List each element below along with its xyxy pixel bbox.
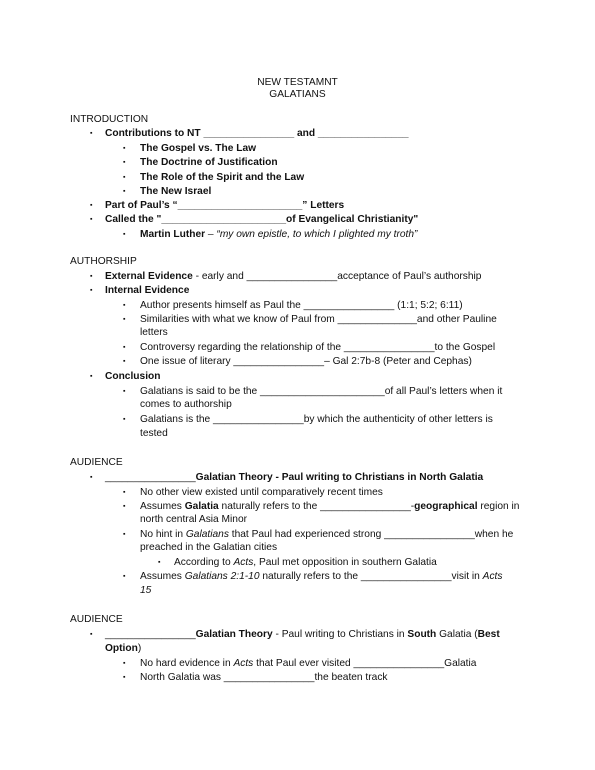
luther-quote: – “my own epistle, to which I plighted my troth” [205,229,418,240]
text-run-bold: Best [477,629,500,640]
text-run: that Paul had experienced strong ________________when he [228,529,514,540]
intro-luther [140,228,417,241]
external-text: - early and ________________acceptance of Paul’s authorship [192,271,482,282]
intro-contrib-item: The New Israel [140,186,212,197]
north-item-continued: north central Asia Minor [140,514,248,525]
text-run-italic: Acts [482,571,503,582]
bullet-icon: ▪ [90,474,93,481]
bullet-icon: ▪ [90,631,93,638]
text-run-bold: Galatian Theory [195,629,273,640]
intro-contrib-item: The Gospel vs. The Law [140,143,257,154]
south-item [140,657,476,670]
internal-item: Author presents himself as Paul the ________________ (1:1; 5:2; 6:11) [140,300,463,311]
text-run: Assumes [140,501,185,512]
bullet-icon: ▪ [123,388,126,395]
bullet-icon: ▪ [123,489,126,496]
bullet-icon: ▪ [90,273,93,280]
text-run-italic: Acts [233,658,254,669]
text-run: naturally refers to the ________________visit in [259,571,483,582]
text-run: Assumes [140,571,185,582]
conclusion-item-continued: tested [140,428,168,439]
north-item: No other view existed until comparatively recent times [140,487,383,498]
internal-item: One issue of literary ________________– Gal 2:7b-8 (Peter and Cephas) [140,356,472,367]
page-subtitle: GALATIANS [269,89,326,100]
text-run: No hint in [140,529,186,540]
north-item [140,500,519,513]
bullet-icon: ▪ [90,373,93,380]
north-item [140,528,513,541]
conclusion-item: Galatians is said to be the ______________________of all Paul’s letters when it [140,386,503,397]
text-run: that Paul ever visited ________________Galatia [253,658,477,669]
section-heading-audience-north: AUDIENCE [70,457,123,468]
bullet-icon: ▪ [123,660,126,667]
bullet-icon: ▪ [123,531,126,538]
bullet-icon: ▪ [123,145,126,152]
bullet-icon: ▪ [90,216,93,223]
text-run-bold: Option [105,643,138,654]
text-run-italic: Galatians [185,529,229,540]
theory-blank: ________________ [105,629,196,640]
bullet-icon: ▪ [158,559,161,566]
theory-blank: ________________ [105,472,196,483]
page-title: NEW TESTAMNT [257,77,338,88]
intro-called: Called the "______________________of Evangelical Christianity" [105,214,419,225]
internal-item: Controversy regarding the relationship of the ________________to the Gospel [140,342,496,353]
south-item: North Galatia was ________________the beaten track [140,672,388,683]
bullet-icon: ▪ [123,416,126,423]
north-item-continued: 15 [140,585,152,596]
text-run: No hard evidence in [140,658,234,669]
bullet-icon: ▪ [123,302,126,309]
south-galatian-theory [105,628,500,641]
intro-contrib-item: The Role of the Spirit and the Law [140,172,305,183]
intro-part-of: Part of Paul’s “______________________” Letters [105,200,345,211]
north-galatian-theory [105,471,483,484]
north-item-continued: preached in the Galatian cities [140,542,278,553]
south-theory-continued [105,642,141,655]
text-run: naturally refers to the ________________- [218,501,415,512]
bullet-icon: ▪ [123,159,126,166]
bullet-icon: ▪ [123,573,126,580]
bullet-icon: ▪ [123,358,126,365]
luther-name: Martin Luther [140,229,206,240]
bullet-icon: ▪ [90,130,93,137]
text-run: region in [477,501,520,512]
bullet-icon: ▪ [123,316,126,323]
bullet-icon: ▪ [123,674,126,681]
section-heading-authorship: AUTHORSHIP [70,256,137,267]
bullet-icon: ▪ [123,188,126,195]
text-run-bold: Galatia [184,501,219,512]
text-run: According to [174,557,234,568]
theory-label: Galatian Theory - Paul writing to Christians in North Galatia [195,472,484,483]
text-run-bold: South [407,629,437,640]
bullet-icon: ▪ [123,344,126,351]
north-sub-item [174,556,437,569]
bullet-icon: ▪ [90,202,93,209]
external-label: External Evidence [105,271,193,282]
bullet-icon: ▪ [123,231,126,238]
conclusion-item: Galatians is the ________________by which the authenticity of other letters is [140,414,493,425]
text-run: ) [137,643,142,654]
north-item [140,570,502,583]
text-run: - Paul writing to Christians in [272,629,408,640]
text-run-italic: Galatians 2:1-10 [184,571,260,582]
text-run: , Paul met opposition in southern Galatia [253,557,437,568]
text-run-bold: geographical [414,501,478,512]
section-heading-audience-south: AUDIENCE [70,614,123,625]
authorship-conclusion: Conclusion [105,371,161,382]
text-run-italic: Acts [233,557,254,568]
bullet-icon: ▪ [123,174,126,181]
authorship-internal: Internal Evidence [105,285,190,296]
intro-contributions: Contributions to NT ________________ and ________________ [105,128,409,139]
text-run: Galatia ( [436,629,478,640]
bullet-icon: ▪ [90,287,93,294]
internal-item: Similarities with what we know of Paul from ______________and other Pauline [140,314,497,325]
bullet-icon: ▪ [123,503,126,510]
section-heading-introduction: INTRODUCTION [70,114,149,125]
internal-item-continued: letters [140,327,168,338]
intro-contrib-item: The Doctrine of Justification [140,157,278,168]
conclusion-item-continued: comes to authorship [140,399,232,410]
authorship-external [105,270,481,283]
